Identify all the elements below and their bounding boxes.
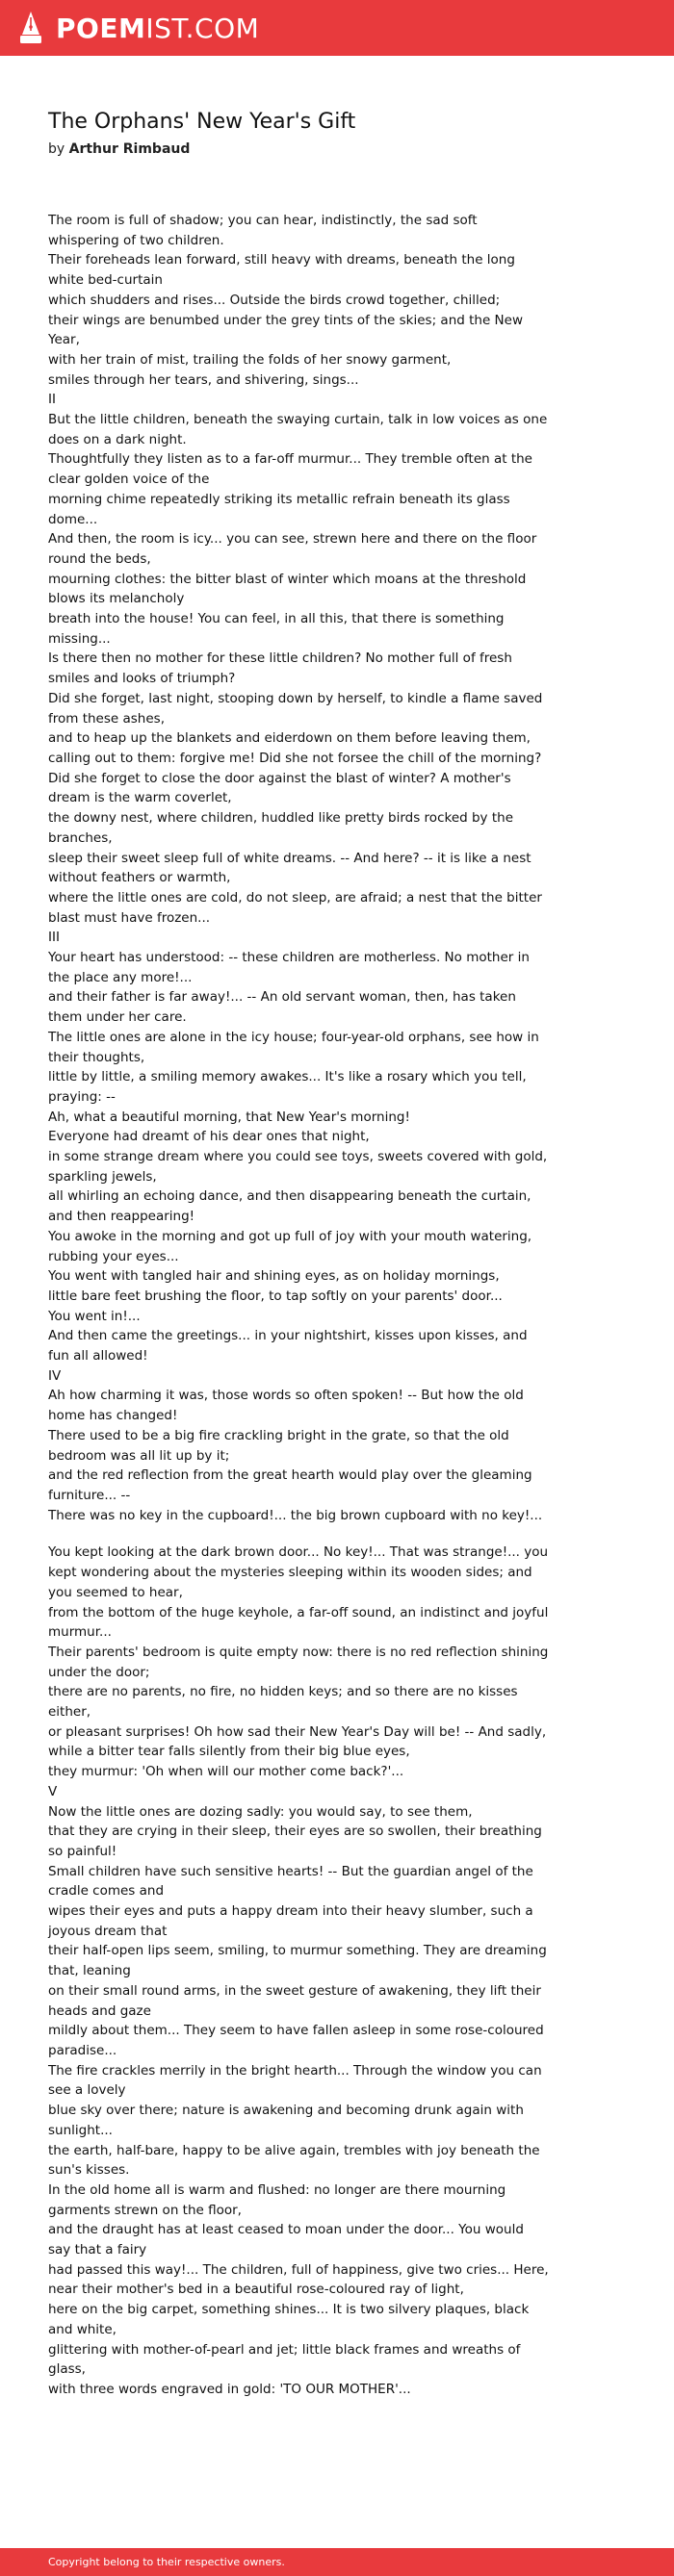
poem-body <box>48 211 549 2400</box>
poem-line: Now the little ones are dozing sadly: you would say, to see them, <box>48 1803 473 1820</box>
logo-bold-text: POEM <box>56 12 146 44</box>
poem-line: had passed this way!... The children, full of happiness, give two cries... Here, near their mother's bed in a beautiful rose-coloured ray of light, <box>48 2261 549 2298</box>
site-footer <box>0 2548 674 2576</box>
poem-line: with her train of mist, trailing the folds of her snowy garment, <box>48 351 452 368</box>
poem-line: from the bottom of the huge keyhole, a far-off sound, an indistinct and joyful murmur... <box>48 1604 549 1641</box>
poem-line: In the old home all is warm and flushed: no longer are there mourning garments strewn on the floor, <box>48 2181 506 2218</box>
poem-line: they murmur: 'Oh when will our mother come back?'... <box>48 1764 404 1780</box>
poem-line: The little ones are alone in the icy house; four-year-old orphans, see how in their thoughts, <box>48 1029 539 1065</box>
poem-line: And then came the greetings... in your nightshirt, kisses upon kisses, and fun all allowed! <box>48 1328 528 1365</box>
site-logo-text <box>56 13 259 44</box>
poem-line: II <box>48 392 56 408</box>
poem-line: Everyone had dreamt of his dear ones that night, <box>48 1129 370 1145</box>
poem-line: and their father is far away!... -- An old servant woman, then, has taken them under her care. <box>48 989 516 1026</box>
poem-line: Your heart has understood: -- these children are motherless. No mother in the place any more!... <box>48 950 530 985</box>
poem-byline <box>48 141 635 157</box>
poem-line: sleep their sweet sleep full of white dreams. -- And here? -- it is like a nest without feathers or warmth, <box>48 850 531 886</box>
poem-line: Ah, what a beautiful morning, that New Year's morning! <box>48 1109 410 1125</box>
poem-line: And then, the room is icy... you can see, strewn here and there on the floor round the beds, <box>48 531 537 567</box>
poem-line: that they are crying in their sleep, their eyes are so swollen, their breathing so painful! <box>48 1824 542 1859</box>
poem-line: But the little children, beneath the swaying curtain, talk in low voices as one does on a dark night. <box>48 412 548 447</box>
poem-line: IV <box>48 1367 62 1384</box>
copyright-text: Copyright belong to their respective owners. <box>48 2556 285 2568</box>
poem-line: breath into the house! You can feel, in all this, that there is something missing... <box>48 611 505 647</box>
poem-line: there are no parents, no fire, no hidden keys; and so there are no kisses either, <box>48 1684 518 1721</box>
poem-author-link[interactable]: Arthur Rimbaud <box>68 141 191 157</box>
poem-line: with three words engraved in gold: 'TO OUR MOTHER'... <box>48 2381 411 2397</box>
poem-line: wipes their eyes and puts a happy dream into their heavy slumber, such a joyous dream that <box>48 1903 533 1939</box>
poem-line: III <box>48 930 60 946</box>
poem-line: while a bitter tear falls silently from their big blue eyes, <box>48 1744 410 1760</box>
poem-line: glittering with mother-of-pearl and jet; little black frames and wreaths of glass, <box>48 2341 521 2378</box>
poem-line: You kept looking at the dark brown door... No key!... That was strange!... you kept wondering about the mysteries sleeping within its wooden sides; and you seemed to hear, <box>48 1544 549 1600</box>
poem-line: all whirling an echoing dance, and then disappearing beneath the curtain, and then reappearing! <box>48 1188 531 1225</box>
poem-line: Their parents' bedroom is quite empty now: there is no red reflection shining under the door; <box>48 1644 549 1680</box>
poem-line: You went in!... <box>48 1308 141 1324</box>
poem-line: Small children have such sensitive hearts! -- But the guardian angel of the cradle comes and <box>48 1863 533 1900</box>
poem-line: the earth, half-bare, happy to be alive again, trembles with joy beneath the sun's kisses. <box>48 2142 540 2179</box>
poem-line: on their small round arms, in the sweet gesture of awakening, they lift their heads and gaze <box>48 1982 541 2019</box>
poem-line: The fire crackles merrily in the bright hearth... Through the window you can see a lovely <box>48 2062 542 2099</box>
poem-line: mildly about them... They seem to have fallen asleep in some rose-coloured paradise... <box>48 2023 544 2058</box>
poem-line: in some strange dream where you could see toys, sweets covered with gold, sparkling jewels, <box>48 1149 548 1185</box>
poem-line: here on the big carpet, something shines... It is two silvery plaques, black and white, <box>48 2302 530 2337</box>
poem-line: and the draught has at least ceased to moan under the door... You would say that a fairy <box>48 2222 524 2258</box>
poem-line: Is there then no mother for these little children? No mother full of fresh smiles and looks of triumph? <box>48 650 512 687</box>
by-label: by <box>48 141 65 157</box>
poem-line: and the red reflection from the great hearth would play over the gleaming furniture... -- <box>48 1467 532 1503</box>
poem-line: smiles through her tears, and shivering, sings... <box>48 371 359 388</box>
poem-line: There used to be a big fire crackling bright in the grate, so that the old bedroom was all lit up by it; <box>48 1427 509 1464</box>
poem-line: You went with tangled hair and shining eyes, as on holiday mornings, <box>48 1268 500 1285</box>
poem-line: The room is full of shadow; you can hear, indistinctly, the sad soft whispering of two children. <box>48 213 478 248</box>
logo-light-text: IST.COM <box>145 12 260 44</box>
poem-line: or pleasant surprises! Oh how sad their New Year's Day will be! -- And sadly, <box>48 1723 547 1740</box>
poem-line: V <box>48 1783 58 1799</box>
poem-line: Thoughtfully they listen as to a far-off murmur... They tremble often at the clear golden voice of the <box>48 451 532 488</box>
site-logo[interactable] <box>17 0 259 56</box>
poem-line: You awoke in the morning and got up full of joy with your mouth watering, rubbing your eyes... <box>48 1228 532 1264</box>
inkwell-pen-icon <box>17 10 44 46</box>
poem-line: morning chime repeatedly striking its metallic refrain beneath its glass dome... <box>48 491 510 527</box>
poem-line: Ah how charming it was, those words so often spoken! -- But how the old home has changed! <box>48 1388 524 1424</box>
poem-line: which shudders and rises... Outside the birds crowd together, chilled; <box>48 292 501 308</box>
poem-line: blue sky over there; nature is awakening and becoming drunk again with sunlight... <box>48 2103 524 2138</box>
poem-line: where the little ones are cold, do not sleep, are afraid; a nest that the bitter blast must have frozen... <box>48 889 542 926</box>
poem-title: The Orphans' New Year's Gift <box>48 110 356 134</box>
poem-line: Their foreheads lean forward, still heavy with dreams, beneath the long white bed-curtain <box>48 252 515 289</box>
site-header <box>0 0 674 56</box>
poem-line: their half-open lips seem, smiling, to murmur something. They are dreaming that, leaning <box>48 1943 547 1979</box>
poem-line: mourning clothes: the bitter blast of winter which moans at the threshold blows its melancholy <box>48 571 527 607</box>
poem-line: Did she forget to close the door against the blast of winter? A mother's dream is the warm coverlet, <box>48 770 511 806</box>
poem-line: Did she forget, last night, stooping down by herself, to kindle a flame saved from these ashes, <box>48 690 543 727</box>
poem-line: little by little, a smiling memory awakes... It's like a rosary which you tell, praying: -- <box>48 1069 527 1105</box>
poem-line: and to heap up the blankets and eiderdown on them before leaving them, calling out to them: forgive me! Did she not forsee the chill of the morning? <box>48 730 542 766</box>
poem-line: little bare feet brushing the floor, to tap softly on your parents' door... <box>48 1288 503 1304</box>
stanza-gap <box>48 1525 549 1543</box>
poem-line: the downy nest, where children, huddled like pretty birds rocked by the branches, <box>48 810 513 846</box>
poem-line: There was no key in the cupboard!... the big brown cupboard with no key!... <box>48 1507 543 1523</box>
poem-line: their wings are benumbed under the grey tints of the skies; and the New Year, <box>48 312 524 348</box>
